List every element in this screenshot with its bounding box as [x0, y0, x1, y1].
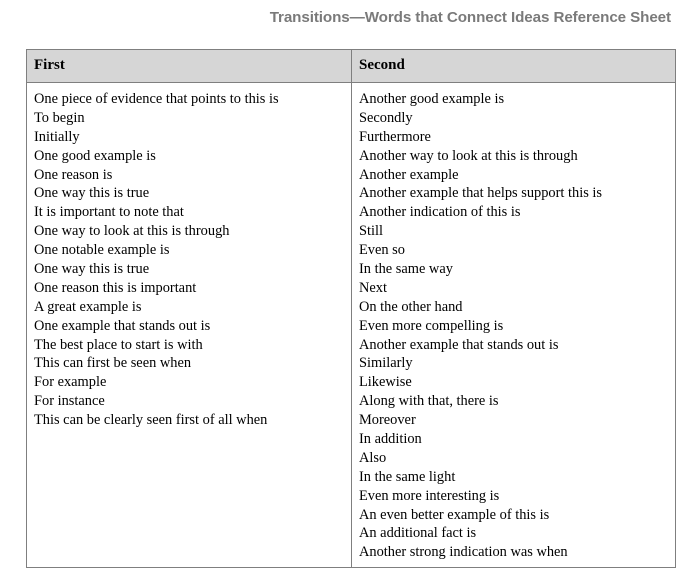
first-transition-item: One piece of evidence that points to this is [34, 91, 279, 107]
second-transition-item: Secondly [359, 109, 413, 126]
second-transition-item: Still [359, 223, 383, 240]
second-transition-item: In the same way [359, 261, 453, 278]
column-divider [351, 50, 352, 567]
first-column-list [34, 90, 279, 430]
first-transition-item: To begin [34, 109, 85, 126]
second-transition-item: Also [359, 449, 387, 466]
first-transition-item: One notable example is [34, 242, 170, 259]
first-transition-item: One reason is [34, 166, 113, 183]
column-header-second: Second [359, 57, 405, 73]
first-transition-item: A great example is [34, 298, 142, 315]
second-transition-item: In addition [359, 431, 422, 448]
second-transition-item: Next [359, 279, 387, 296]
second-transition-item: Another way to look at this is through [359, 147, 578, 164]
first-transition-item: For example [34, 374, 107, 391]
first-transition-item: The best place to start is with [34, 336, 203, 353]
second-transition-item: Another example that stands out is [359, 336, 559, 353]
first-transition-item: One way this is true [34, 185, 150, 202]
second-transition-item: An additional fact is [359, 525, 477, 542]
second-transition-item: Likewise [359, 374, 412, 391]
first-transition-item: For instance [34, 393, 105, 410]
second-transition-item: Another good example is [359, 91, 505, 107]
second-transition-item: Furthermore [359, 128, 431, 145]
first-transition-item: One way to look at this is through [34, 223, 230, 240]
second-transition-item: Another strong indication was when [359, 544, 568, 561]
first-transition-item: One way this is true [34, 261, 150, 278]
second-transition-item: An even better example of this is [359, 506, 550, 523]
second-transition-item: On the other hand [359, 298, 463, 315]
second-transition-item: Even more interesting is [359, 487, 500, 504]
second-transition-item: Moreover [359, 412, 416, 429]
first-transition-item: It is important to note that [34, 204, 184, 221]
second-transition-item: Along with that, there is [359, 393, 499, 410]
first-transition-item: One good example is [34, 147, 156, 164]
second-transition-item: Even more compelling is [359, 317, 504, 334]
first-transition-item: One reason this is important [34, 279, 197, 296]
first-transition-item: One example that stands out is [34, 317, 211, 334]
second-transition-item: Similarly [359, 355, 413, 372]
second-transition-item: Even so [359, 242, 405, 259]
second-transition-item: Another example that helps support this is [359, 185, 603, 202]
column-header-first: First [34, 57, 65, 73]
reference-table [26, 49, 676, 568]
first-transition-item: This can first be seen when [34, 355, 192, 372]
second-transition-item: Another example [359, 166, 459, 183]
first-transition-item: Initially [34, 128, 80, 145]
second-transition-item: In the same light [359, 468, 456, 485]
page-title: Transitions—Words that Connect Ideas Reference Sheet [269, 9, 671, 26]
second-column-list [359, 90, 602, 562]
second-transition-item: Another indication of this is [359, 204, 521, 221]
first-transition-item: This can be clearly seen first of all when [34, 412, 268, 429]
